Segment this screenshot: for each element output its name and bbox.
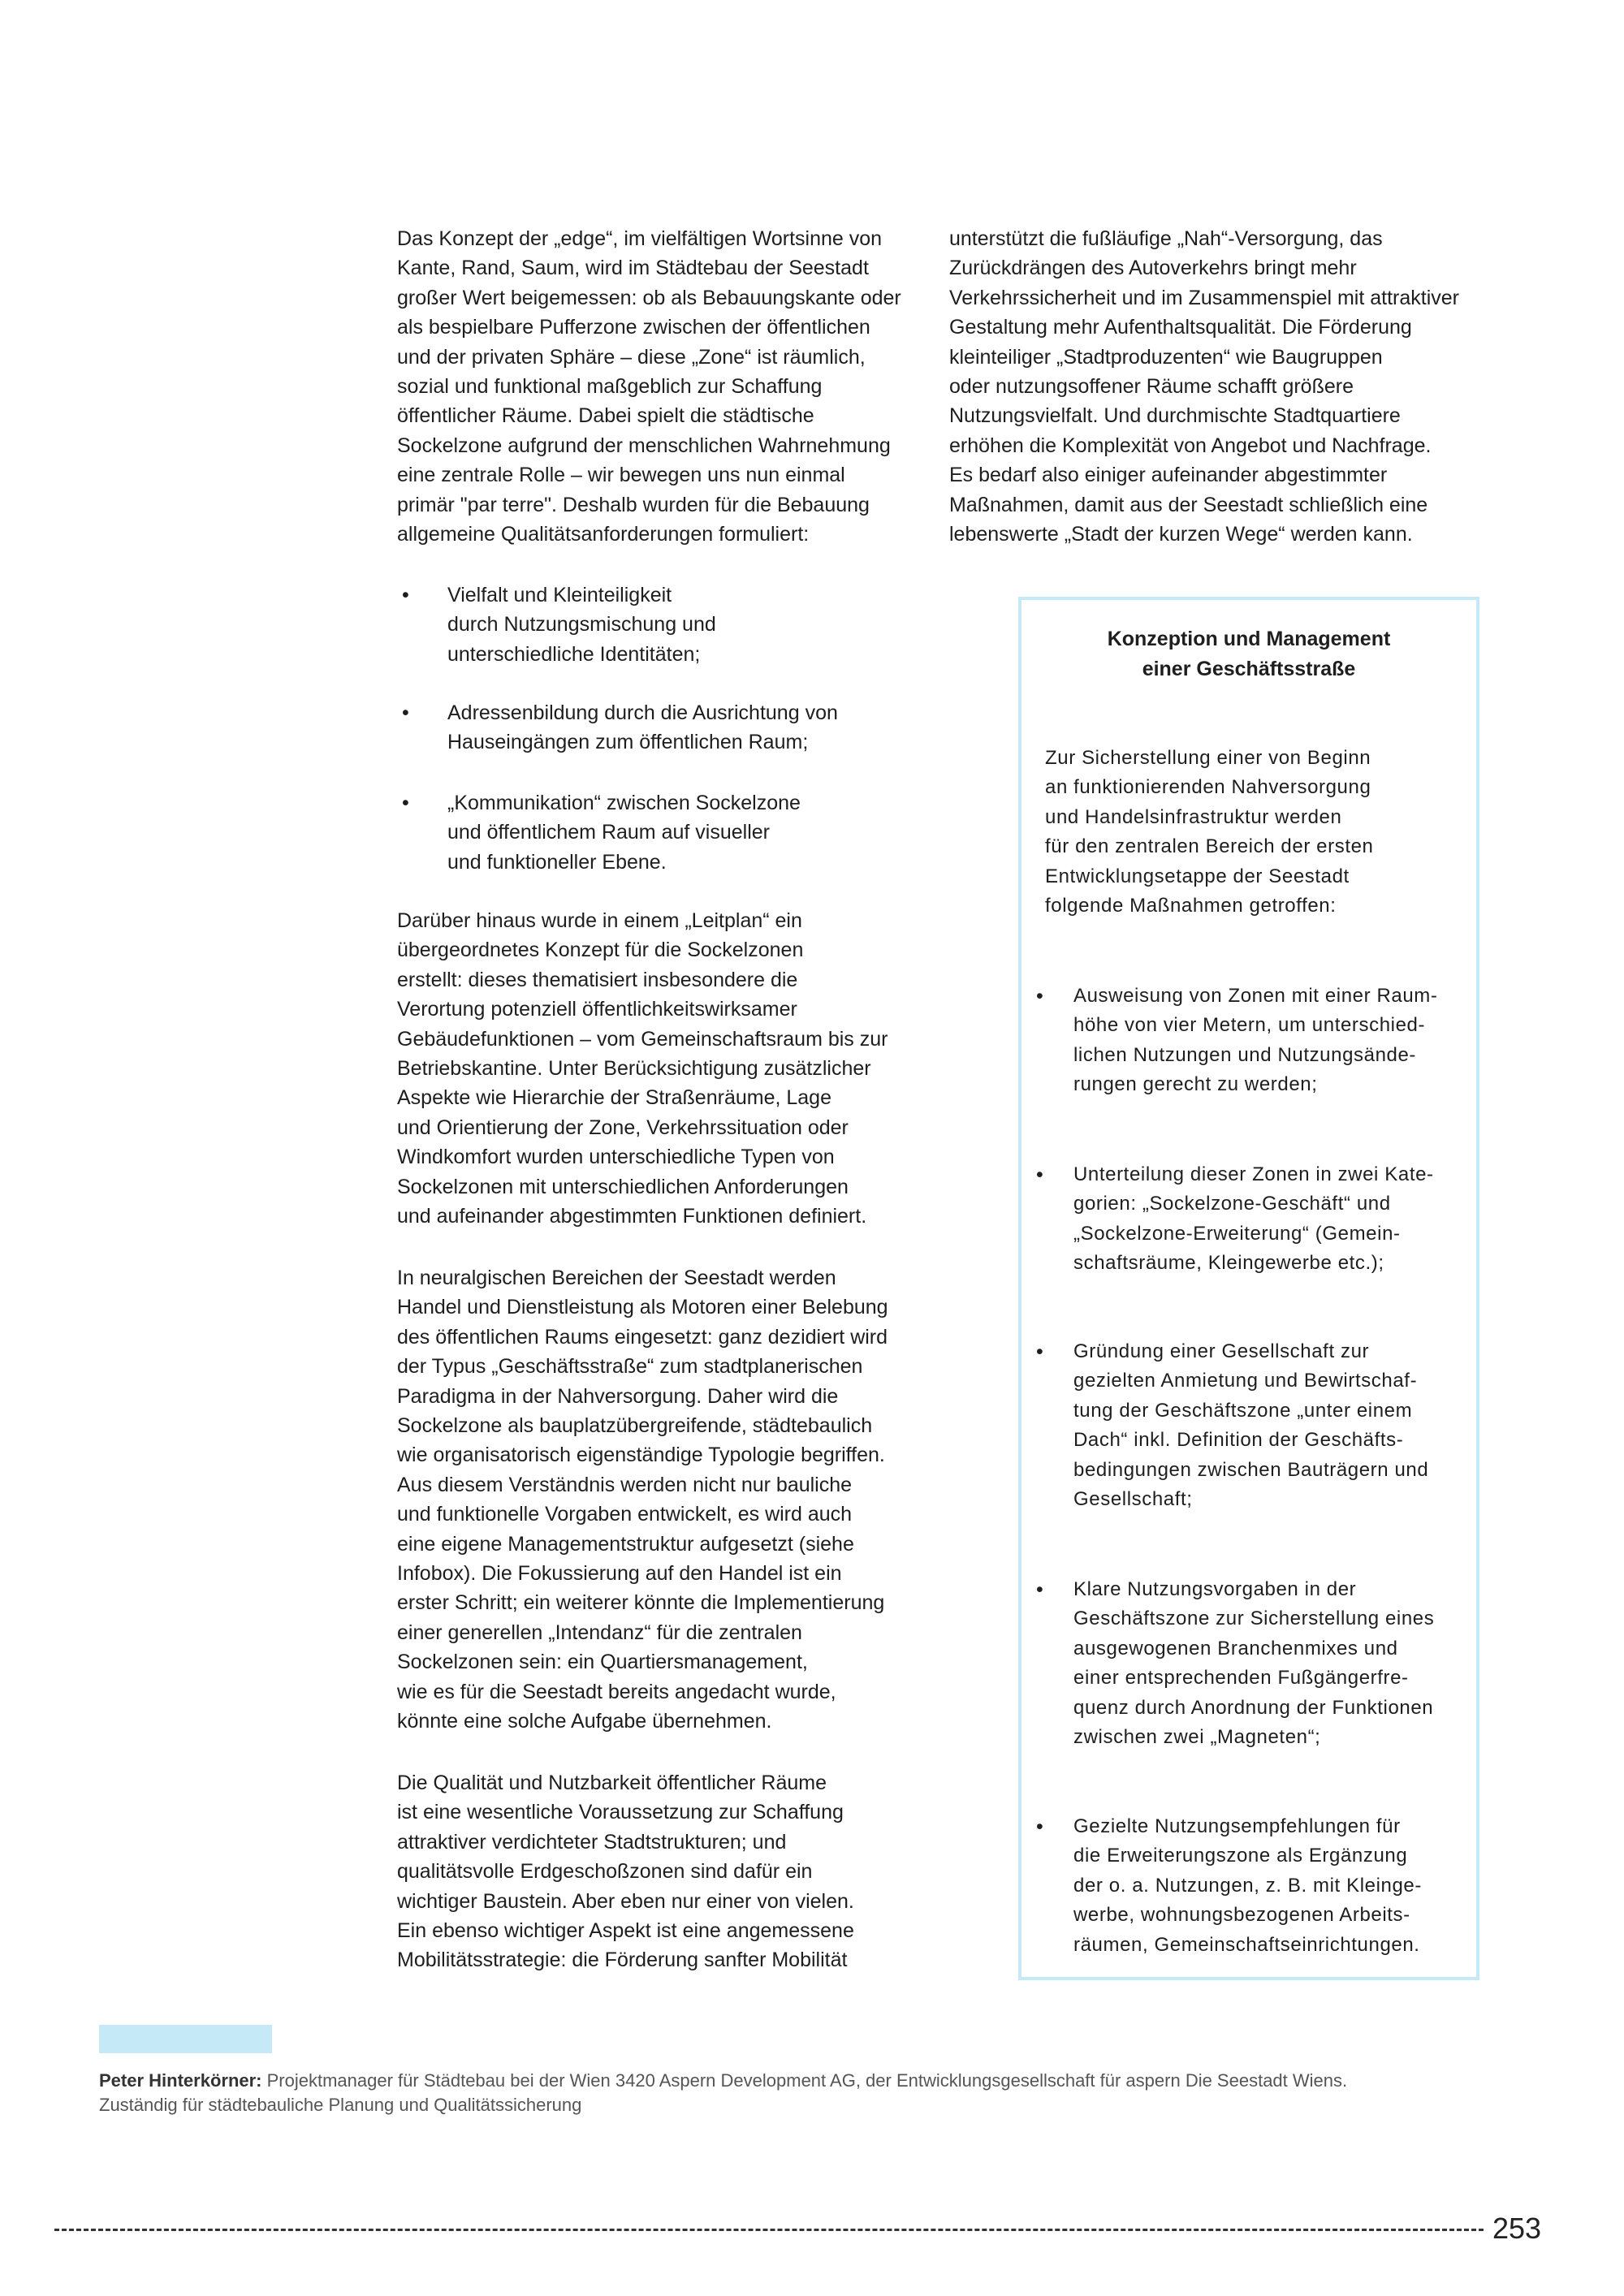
bullet-icon: • — [1036, 1340, 1043, 1363]
paragraph-qualitaet: Die Qualität und Nutzbarkeit öffentlicher Räume ist eine wesentliche Voraussetzung zur Schaffung attraktiver verdichteter Stadtstrukturen; und qualitätsvolle Erdgeschoßzonen sind dafür ein wichtiger Baustein. Aber eben nur einer von vielen. Ein ebenso wichtiger Aspekt ist eine angemessene Mobilitätsstrategie: die Förderung sanfter Mobilität — [397, 1772, 854, 1972]
bullet-icon: • — [1036, 985, 1043, 1008]
bullet-icon: • — [402, 701, 409, 724]
paragraph-intro: Das Konzept der „edge“, im vielfältigen Wortsinne von Kante, Rand, Saum, wird im Städtebau der Seestadt großer Wert beigemessen: ob als Bebauungskante oder als bespielbare Pufferzone zwischen der öffentlichen und der privaten Sphäre – diese „Zone“ ist räumlich, sozial und funktional maßgeblich zur Schaffung öffentlicher Räume. Dabei spielt die städtische Sockelzone aufgrund der menschlichen Wahrnehmung eine zentrale Rolle – wir bewegen uns nun einmal primär "par terre". Deshalb wurden für die Bebauung allgemeine Qualitätsanforderungen formuliert: — [397, 227, 901, 546]
list-item-text: Ausweisung von Zonen mit einer Raum- höhe von vier Metern, um unterschied- lichen Nutzungen und Nutzungsände- rungen gerecht zu werden; — [1073, 985, 1438, 1096]
author-name: Peter Hinterkörner: — [99, 2070, 262, 2091]
author-bio: Projektmanager für Städtebau bei der Wien 3420 Aspern Development AG, der Entwicklungsgesellschaft für aspern Die Seestadt Wiens. Zuständig für städtebauliche Planung und Qualitätssicherung — [99, 2070, 1348, 2115]
list-item-text: „Kommunikation“ zwischen Sockelzone und öffentlichem Raum auf visueller und funktioneller Ebene. — [447, 792, 801, 874]
list-item-text: Adressenbildung durch die Ausrichtung von Hauseingängen zum öffentlichen Raum; — [447, 701, 838, 754]
infobox-intro: Zur Sicherstellung einer von Beginn an funktionierenden Nahversorgung und Handelsinfrastruktur werden für den zentralen Bereich der ersten Entwicklungsetappe der Seestadt folgende Maßnahmen getroffen: — [1045, 747, 1374, 917]
bullet-icon: • — [1036, 1815, 1043, 1838]
bullet-icon: • — [402, 792, 409, 814]
list-item-text: Vielfalt und Kleinteiligkeit durch Nutzungsmischung und unterschiedliche Identitäten; — [447, 584, 716, 666]
list-item-text: Gründung einer Gesellschaft zur gezielten Anmietung und Bewirtschaf- tung der Geschäftszone „unter einem Dach“ inkl. Definition der Geschäfts- bedingungen zwischen Bauträgern und Gesellschaft; — [1073, 1340, 1429, 1511]
author-note — [99, 2069, 1347, 2117]
paragraph-leitplan: Darüber hinaus wurde in einem „Leitplan“ ein übergeordnetes Konzept für die Sockelzonen erstellt: dieses thematisiert insbesondere die Verortung potenziell öffentlichkeitswirksamer Gebäudefunktionen – vom Gemeinschaftsraum bis zur Betriebskantine. Unter Berücksichtigung zusätzlicher Aspekte wie Hierarchie der Straßenräume, Lage und Orientierung der Zone, Verkehrssituation oder Windkomfort wurden unterschiedliche Typen von Sockelzonen mit unterschiedlichen Anforderungen und aufeinander abgestimmten Funktionen definiert. — [397, 909, 888, 1228]
bullet-icon: • — [1036, 1163, 1043, 1186]
page-number: 253 — [1492, 2212, 1542, 2245]
bullet-icon: • — [402, 584, 409, 606]
page-divider — [54, 2229, 1484, 2231]
author-marker — [99, 2025, 272, 2053]
paragraph-mobilitaet: unterstützt die fußläufige „Nah“-Versorgung, das Zurückdrängen des Autoverkehrs bringt mehr Verkehrssicherheit und im Zusammenspiel mit attraktiver Gestaltung mehr Aufenthaltsqualität. Die Förderung kleinteiliger „Stadtproduzenten“ wie Baugruppen oder nutzungsoffener Räume schafft größere Nutzungsvielfalt. Und durchmischte Stadtquartiere erhöhen die Komplexität von Angebot und Nachfrage. Es bedarf also einiger aufeinander abgestimmter Maßnahmen, damit aus der Seestadt schließlich eine lebenswerte „Stadt der kurzen Wege“ werden kann. — [949, 227, 1460, 546]
list-item-text: Unterteilung dieser Zonen in zwei Kate- gorien: „Sockelzone-Geschäft“ und „Sockelzone-Erweiterung“ (Gemein- schaftsräume, Kleingewerbe etc.); — [1073, 1163, 1434, 1275]
paragraph-handel: In neuralgischen Bereichen der Seestadt werden Handel und Dienstleistung als Motoren einer Belebung des öffentlichen Raums eingesetzt: ganz dezidiert wird der Typus „Geschäftsstraße“ zum stadtplanerischen Paradigma in der Nahversorgung. Daher wird die Sockelzone als bauplatzübergreifende, städtebaulich wie organisatorisch eigenständige Typologie begriffen. Aus diesem Verständnis werden nicht nur bauliche und funktionelle Vorgaben entwickelt, es wird auch eine eigene Managementstruktur aufgesetzt (siehe Infobox). Die Fokussierung auf den Handel ist ein erster Schritt; ein weiterer könnte die Implementierung einer generellen „Intendanz“ für die zentralen Sockelzonen sein: ein Quartiersmanagement, wie es für die Seestadt bereits angedacht wurde, könnte eine solche Aufgabe übernehmen. — [397, 1267, 888, 1733]
bullet-icon: • — [1036, 1578, 1043, 1601]
list-item-text: Klare Nutzungsvorgaben in der Geschäftszone zur Sicherstellung eines ausgewogenen Branchenmixes und einer entsprechenden Fußgängerfre- quenz durch Anordnung der Funktionen zwischen zwei „Magneten“; — [1073, 1578, 1435, 1749]
list-item-text: Gezielte Nutzungsempfehlungen für die Erweiterungszone als Ergänzung der o. a. Nutzungen, z. B. mit Kleinge- werbe, wohnungsbezogenen Arbeits- räumen, Gemeinschaftseinrichtungen. — [1073, 1815, 1422, 1956]
infobox-title: Konzeption und Management einer Geschäftsstraße — [1107, 628, 1391, 680]
